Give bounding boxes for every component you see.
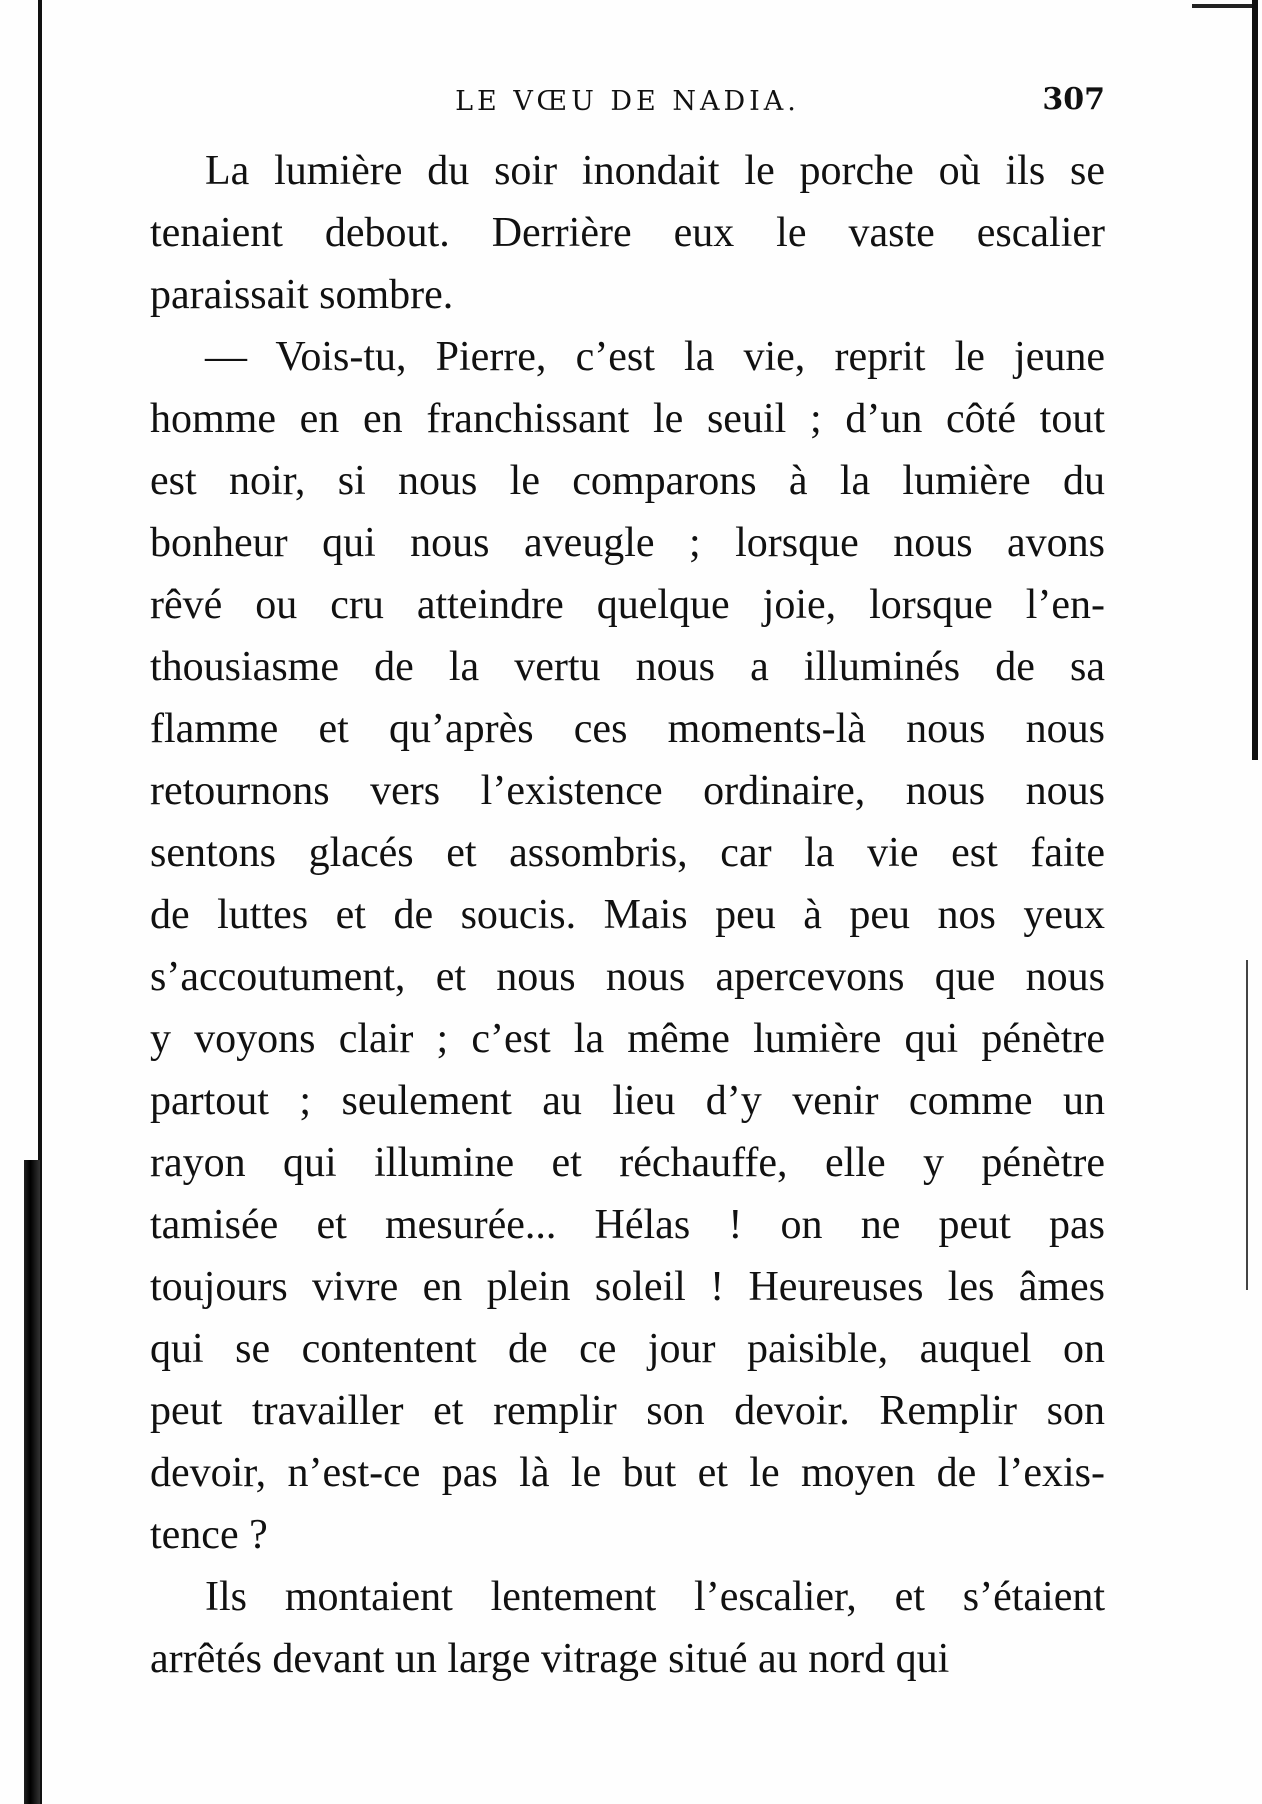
line: sentons glacés et assombris, car la vie est faite [150,830,1105,876]
line: toujours vivre en plein soleil ! Heureuses les âmes [150,1264,1105,1310]
line: de luttes et de soucis. Mais peu à peu nos yeux [150,892,1105,938]
line: paraissait sombre. [150,272,454,318]
line: y voyons clair ; c’est la même lumière qui pénètre [150,1016,1105,1062]
page-number: 307 [1042,82,1105,117]
line: arrêtés devant un large vitrage situé au nord qui [150,1636,950,1682]
line: qui se contentent de ce jour paisible, auquel on [150,1326,1105,1372]
page-edge-right-mark [1246,960,1248,1290]
line: flamme et qu’après ces moments-là nous nous [150,706,1105,752]
page-edge-left-shadow [24,1160,40,1804]
line: rêvé ou cru atteindre quelque joie, lorsque l’en- [150,582,1105,628]
paragraph-3 [150,1566,1105,1690]
line: tence ? [150,1512,268,1558]
line: tenaient debout. Derrière eux le vaste escalier [150,210,1105,256]
line: — Vois-tu, Pierre, c’est la vie, reprit le jeune [205,334,1105,380]
line: retournons vers l’existence ordinaire, nous nous [150,768,1105,814]
page-edge-right-top [1192,4,1252,8]
line: La lumière du soir inondait le porche où ils se [205,148,1105,194]
paragraph-2 [150,326,1105,1566]
body-text [150,140,1105,1690]
line: Ils montaient lentement l’escalier, et s’étaient [205,1574,1105,1620]
line: bonheur qui nous aveugle ; lorsque nous avons [150,520,1105,566]
line: partout ; seulement au lieu d’y venir comme un [150,1078,1105,1124]
line: peut travailler et remplir son devoir. Remplir son [150,1388,1105,1434]
running-head [150,82,1105,122]
paragraph-1 [150,140,1105,326]
line: tamisée et mesurée... Hélas ! on ne peut pas [150,1202,1105,1248]
line: s’accoutument, et nous nous apercevons que nous [150,954,1105,1000]
line: thousiasme de la vertu nous a illuminés de sa [150,644,1105,690]
running-title: LE VŒU DE NADIA. [455,86,800,117]
page-edge-right [1252,0,1258,760]
line: devoir, n’est-ce pas là le but et le moyen de l’exis- [150,1450,1105,1496]
line: rayon qui illumine et réchauffe, elle y pénètre [150,1140,1105,1186]
line: est noir, si nous le comparons à la lumière du [150,458,1105,504]
line: homme en en franchissant le seuil ; d’un côté tout [150,396,1105,442]
